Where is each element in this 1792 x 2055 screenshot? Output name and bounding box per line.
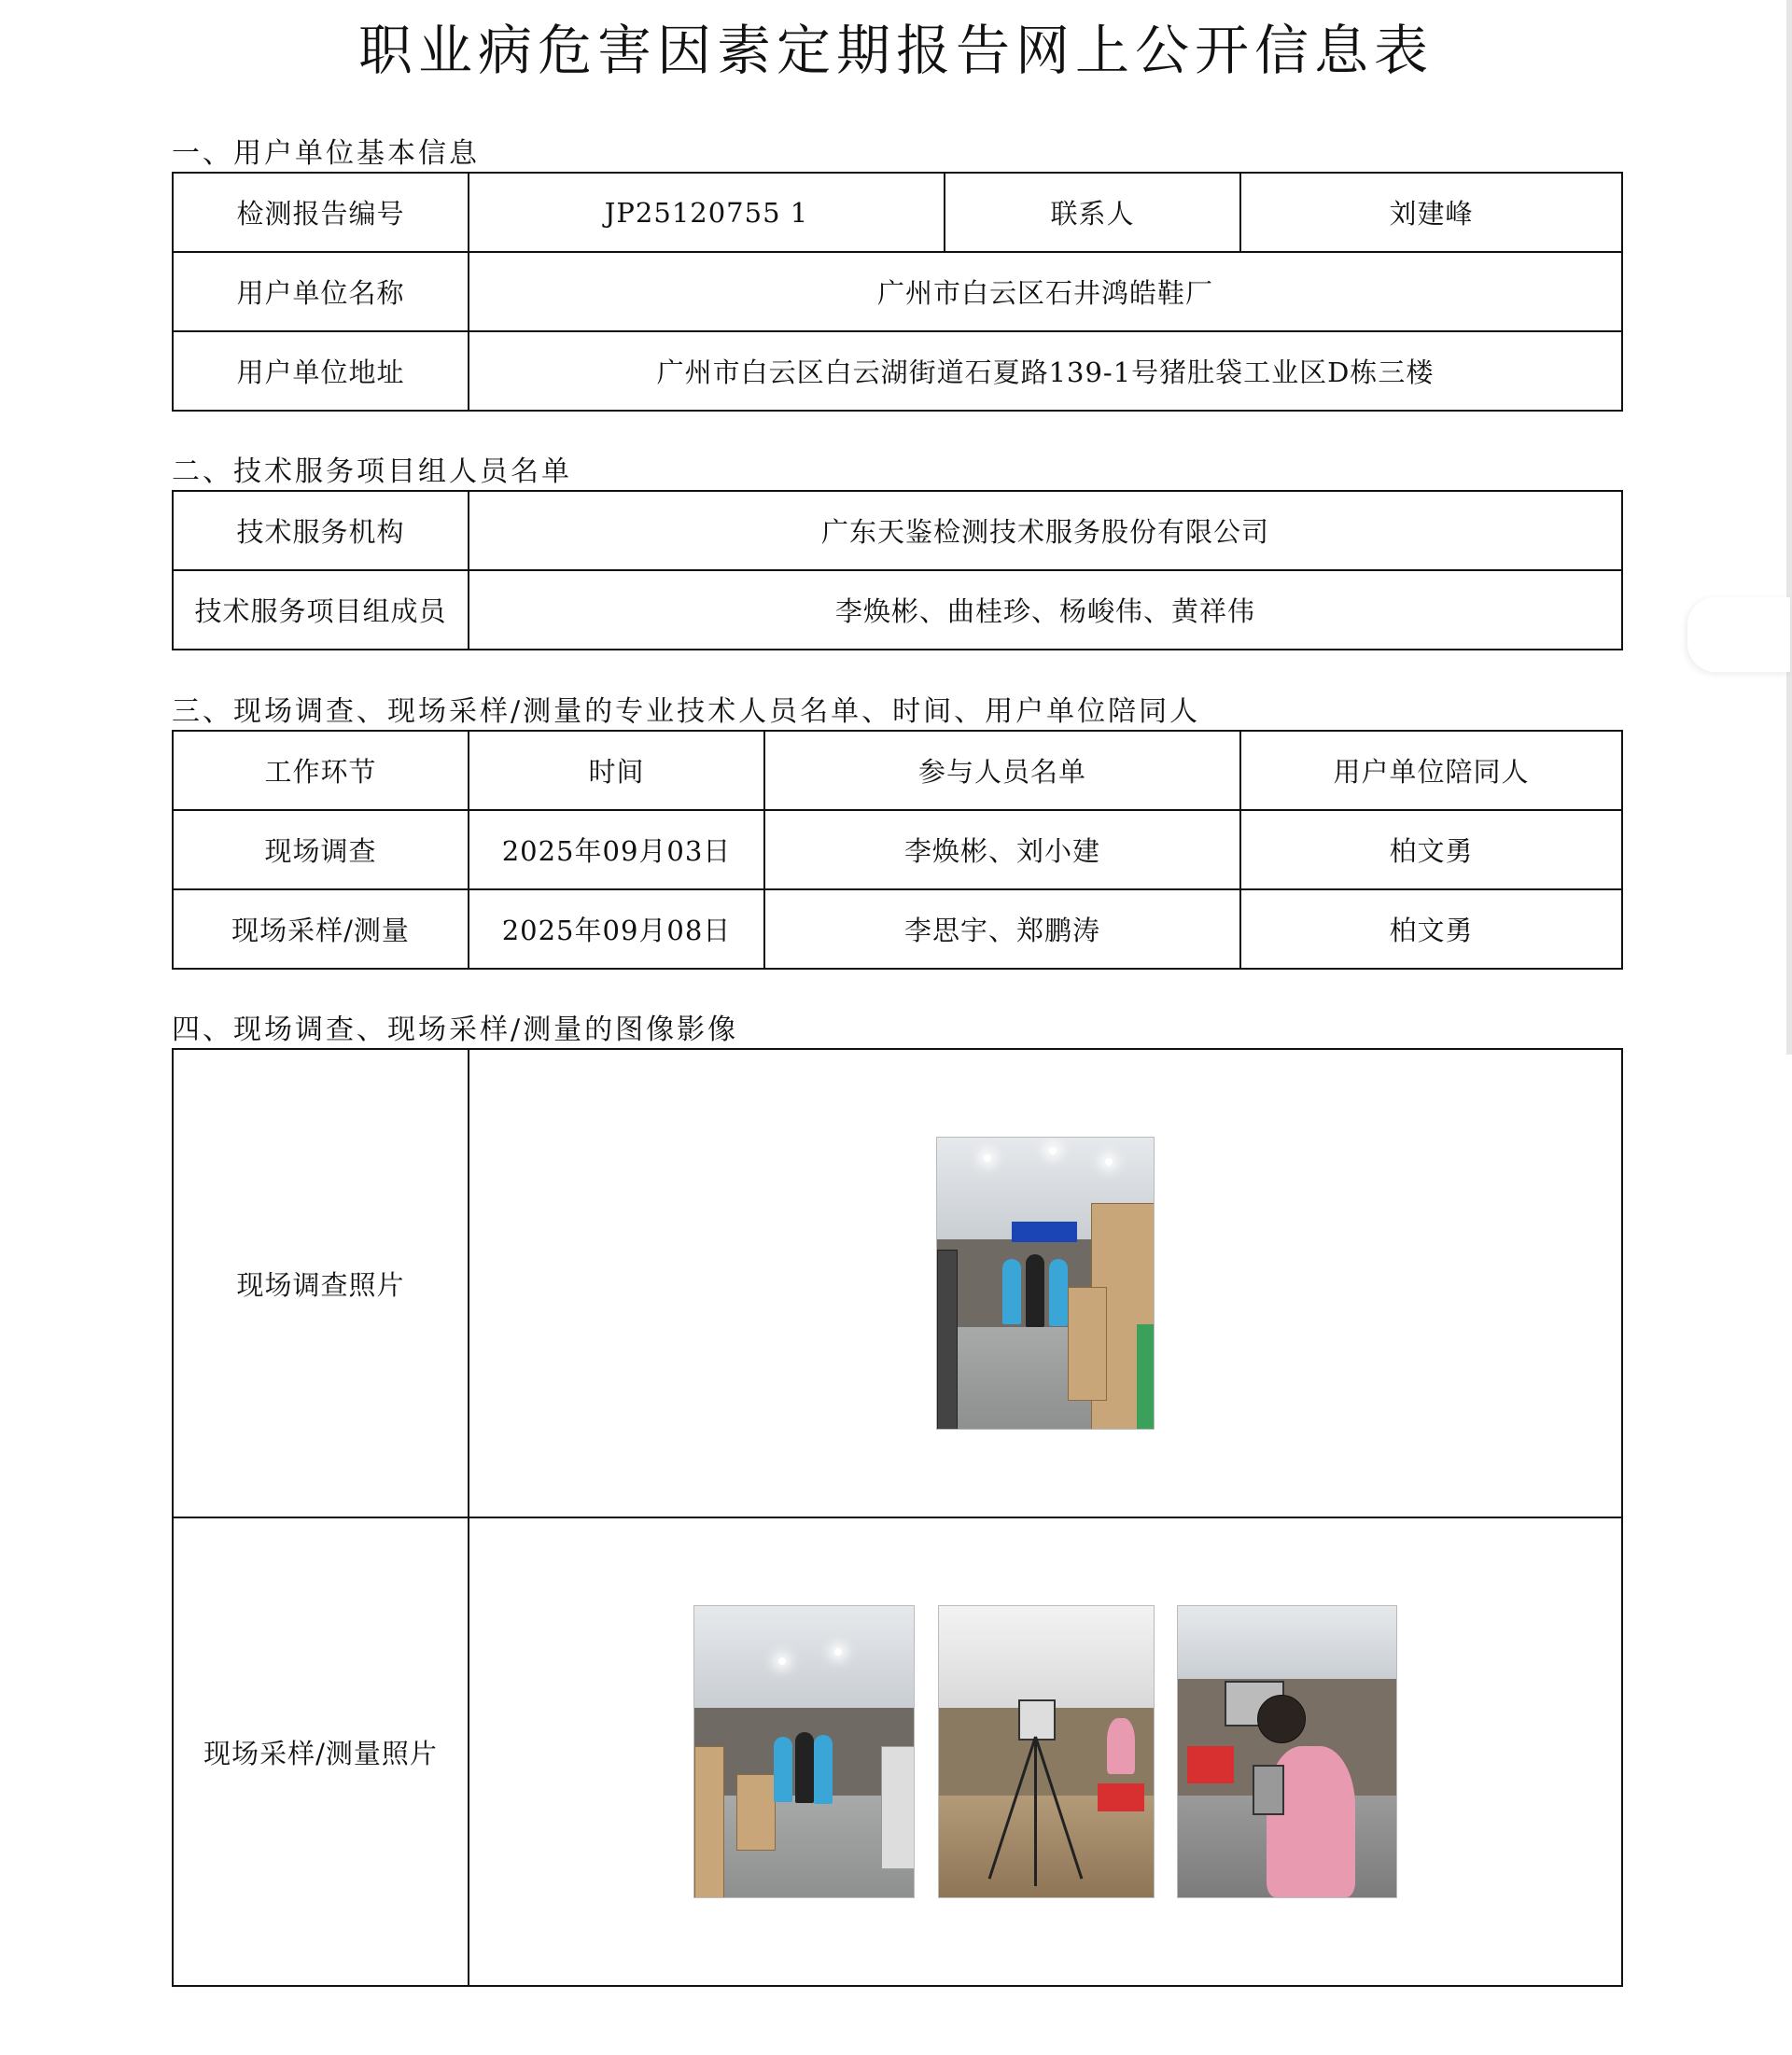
column-header: 参与人员名单: [764, 731, 1240, 810]
table-row: [173, 173, 1622, 252]
column-header: 工作环节: [173, 731, 469, 810]
report-no-value: JP25120755 1: [469, 173, 945, 252]
sampling-photo-label: 现场采样/测量照片: [173, 1517, 469, 1986]
survey-photo-label: 现场调查照片: [173, 1049, 469, 1517]
section2-heading: 二、技术服务项目组人员名单: [172, 455, 572, 488]
sampling-photo-cell: [469, 1517, 1622, 1986]
column-header: 时间: [469, 731, 764, 810]
section3-heading: 三、现场调查、现场采样/测量的专业技术人员名单、时间、用户单位陪同人: [172, 695, 1201, 728]
members-label: 技术服务项目组成员: [173, 570, 469, 650]
survey-photo: [936, 1137, 1155, 1430]
photo-table: [172, 1048, 1623, 1987]
table-header-row: [173, 731, 1622, 810]
unit-address-value: 广州市白云区白云湖街道石夏路139-1号猪肚袋工业区D栋三楼: [469, 331, 1622, 411]
sampling-photo-2: [938, 1605, 1155, 1898]
page-edge-shadow: [1786, 0, 1792, 1055]
unit-name-label: 用户单位名称: [173, 252, 469, 331]
table-cell: 李思宇、郑鹏涛: [764, 889, 1240, 969]
report-no-label: 检测报告编号: [173, 173, 469, 252]
sampling-photo-3: [1177, 1605, 1397, 1898]
table-cell: 现场采样/测量: [173, 889, 469, 969]
unit-address-label: 用户单位地址: [173, 331, 469, 411]
table-cell: 柏文勇: [1240, 810, 1622, 889]
table-cell: 2025年09月08日: [469, 889, 764, 969]
section1-heading: 一、用户单位基本信息: [172, 137, 480, 170]
unit-name-value: 广州市白云区石井鸿皓鞋厂: [469, 252, 1622, 331]
table-row: [173, 331, 1622, 411]
table-row: [173, 889, 1622, 969]
survey-staff-table: [172, 730, 1623, 970]
column-header: 用户单位陪同人: [1240, 731, 1622, 810]
tech-service-table: [172, 490, 1623, 650]
survey-photo-cell: [469, 1049, 1622, 1517]
table-row: [173, 1517, 1622, 1986]
org-value: 广东天鉴检测技术服务股份有限公司: [469, 491, 1622, 570]
basic-info-table: [172, 172, 1623, 412]
table-cell: 2025年09月03日: [469, 810, 764, 889]
contact-value: 刘建峰: [1240, 173, 1622, 252]
table-row: [173, 1049, 1622, 1517]
org-label: 技术服务机构: [173, 491, 469, 570]
table-row: [173, 252, 1622, 331]
table-row: [173, 491, 1622, 570]
document-title: 职业病危害因素定期报告网上公开信息表: [357, 19, 1434, 82]
side-tab: [1687, 597, 1790, 672]
table-cell: 李焕彬、刘小建: [764, 810, 1240, 889]
sampling-photo-1: [693, 1605, 915, 1898]
table-row: [173, 570, 1622, 650]
table-row: [173, 810, 1622, 889]
section4-heading: 四、现场调查、现场采样/测量的图像影像: [172, 1014, 739, 1046]
table-cell: 现场调查: [173, 810, 469, 889]
table-cell: 柏文勇: [1240, 889, 1622, 969]
members-value: 李焕彬、曲桂珍、杨峻伟、黄祥伟: [469, 570, 1622, 650]
contact-label: 联系人: [945, 173, 1240, 252]
